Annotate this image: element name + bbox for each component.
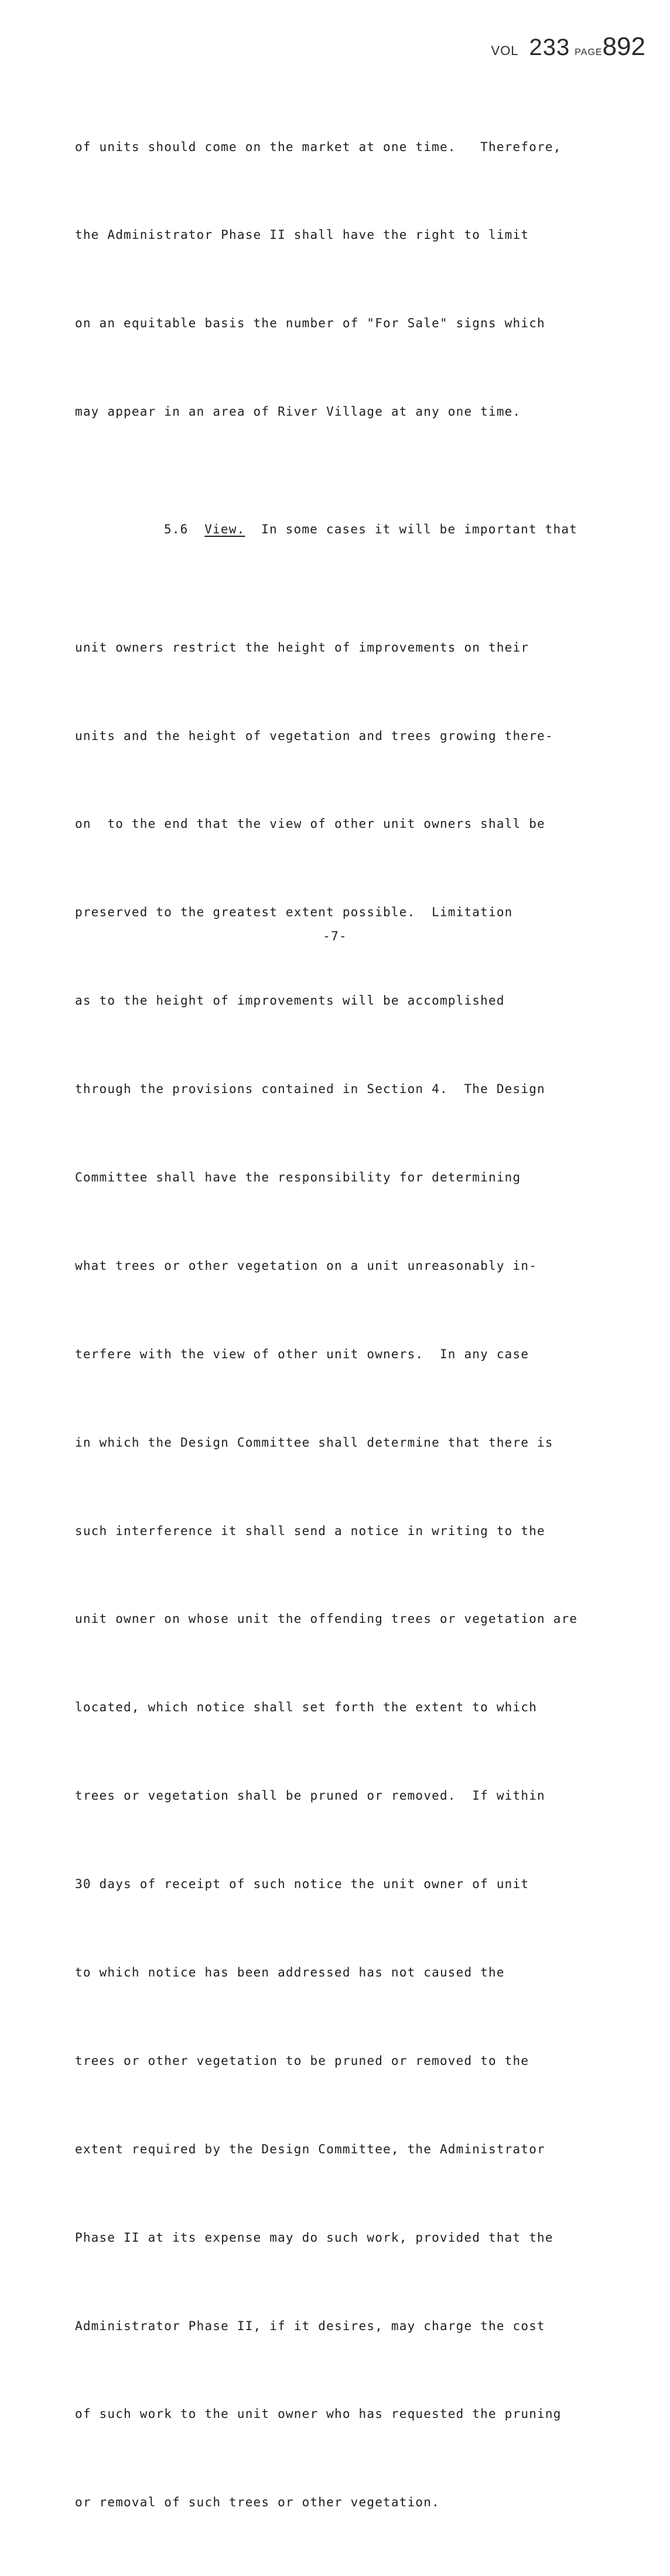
text-line: what trees or other vegetation on a unit unreasonably in-: [75, 1258, 538, 1273]
text-line: such interference it shall send a notice in writing to the: [75, 1523, 545, 1538]
text-line: units and the height of vegetation and trees growing there-: [75, 728, 553, 743]
section-number: 5.6: [164, 522, 189, 537]
text-line: of such work to the unit owner who has requested the pruning: [75, 2407, 562, 2421]
text-line: unit owner on whose unit the offending trees or vegetation are: [75, 1612, 578, 1626]
text-line: preserved to the greatest extent possible. Limitation: [75, 905, 513, 920]
text-line: Committee shall have the responsibility for determining: [75, 1170, 521, 1184]
text-line: the Administrator Phase II shall have the right to limit: [75, 228, 529, 242]
text-line: through the provisions contained in Section 4. The Design: [75, 1082, 545, 1097]
text-line: of units should come on the market at one time. Therefore,: [75, 139, 562, 154]
section-heading-line: [75, 515, 637, 544]
text-line: terfere with the view of other unit owners. In any case: [75, 1347, 529, 1361]
volume-number: 233: [529, 35, 570, 60]
text-line: in which the Design Committee shall determine that there is: [75, 1435, 553, 1450]
page-label: PAGE: [575, 47, 603, 57]
text-line: extent required by the Design Committee, the Administrator: [75, 2142, 545, 2156]
body-text: [75, 73, 637, 2576]
text-line: unit owners restrict the height of improvements on their: [75, 640, 529, 655]
text-line: trees or other vegetation to be pruned or removed to the: [75, 2053, 529, 2068]
text-line: trees or vegetation shall be pruned or removed. If within: [75, 1789, 545, 1803]
section-heading: View.: [204, 522, 245, 537]
text-line: or removal of such trees or other vegetation.: [75, 2495, 440, 2510]
page-folio: -7-: [323, 929, 347, 943]
text-line: Administrator Phase II, if it desires, may charge the cost: [75, 2318, 545, 2333]
section-first-line: In some cases it will be important that: [261, 522, 578, 537]
text-line: to which notice has been addressed has not caused the: [75, 1965, 505, 1979]
text-line: Phase II at its expense may do such work, provided that the: [75, 2230, 553, 2245]
text-line: on an equitable basis the number of "For Sale" signs which: [75, 316, 545, 331]
text-line: on to the end that the view of other unit owners shall be: [75, 817, 545, 831]
volume-label: VOL: [491, 43, 519, 58]
volume-page-stamp: [491, 34, 645, 60]
text-line: 30 days of receipt of such notice the unit owner of unit: [75, 1877, 529, 1892]
text-line: as to the height of improvements will be accomplished: [75, 994, 505, 1008]
text-line: located, which notice shall set forth the extent to which: [75, 1700, 538, 1715]
text-line: may appear in an area of River Village at any one time.: [75, 405, 521, 419]
page-number: 892: [602, 32, 645, 61]
